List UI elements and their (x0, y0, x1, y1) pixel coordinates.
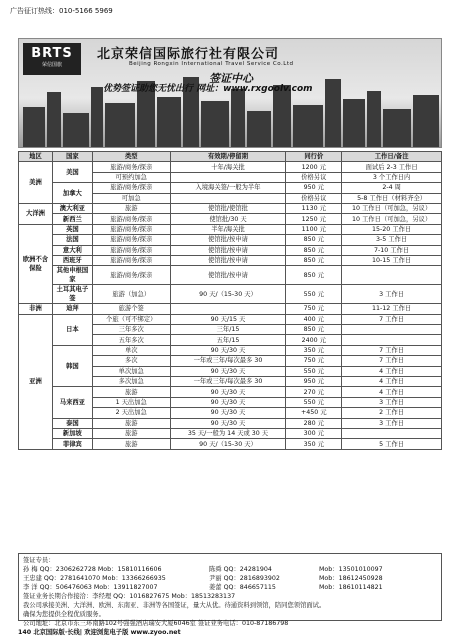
country-cell: 新加坡 (52, 428, 92, 438)
note-cell: 3 工作日 (342, 418, 442, 428)
note-cell: 7 工作日 (342, 356, 442, 366)
type-cell: 旅游 (92, 428, 170, 438)
price-cell: 1200 元 (286, 162, 342, 172)
header-note: 工作日/备注 (342, 152, 442, 162)
note-cell: 3 工作日 (342, 397, 442, 407)
company-address: 公司地址：北京市东三环南路102号强强酒店瑞安大厦6046室 签证业务电话：010-87186798 (23, 620, 289, 627)
note-cell: 5-8 工作日（材料齐全） (342, 193, 442, 203)
type-cell: 三年多次 (92, 325, 170, 335)
valid-cell: 入境海关签/一般为半年 (170, 183, 286, 193)
valid-cell: 90 天/15 天 (170, 314, 286, 324)
note-cell: 3-5 工作日 (342, 235, 442, 245)
table-row (19, 266, 442, 285)
contact-row (23, 565, 437, 574)
company-name-en: Beijing Rongxin International Travel Service Co.Ltd (129, 61, 294, 67)
table-row (19, 428, 442, 438)
table-row (19, 345, 442, 355)
note-cell: 7 工作日 (342, 345, 442, 355)
country-cell: 迪拜 (52, 304, 92, 314)
type-cell: 可预约加急 (92, 172, 170, 182)
valid-cell: 五年/15 (170, 335, 286, 345)
note-cell (342, 266, 442, 285)
price-cell: 950 元 (286, 183, 342, 193)
valid-cell: 90 天/（15-30 天） (170, 285, 286, 304)
valid-cell (170, 304, 286, 314)
price-cell: 2400 元 (286, 335, 342, 345)
price-cell: 850 元 (286, 266, 342, 285)
price-cell: 价格另议 (286, 193, 342, 203)
valid-cell: 使馆批/使馆批 (170, 203, 286, 213)
table-row (19, 245, 442, 255)
valid-cell: 90 天/30 天 (170, 418, 286, 428)
type-cell: 旅游/商务/探亲 (92, 245, 170, 255)
table-row (19, 304, 442, 314)
note-cell: 2 工作日 (342, 408, 442, 418)
valid-cell: 90 天/30 天 (170, 345, 286, 355)
region-cell: 亚洲 (19, 314, 53, 449)
contact-entry: 孙 梅 QQ：2306262728 Mob：15810116606 (23, 566, 162, 573)
valid-cell: 90 天/（15-30 天） (170, 439, 286, 449)
contacts-title: 签证专员： (23, 557, 55, 564)
table-header-row (19, 152, 442, 162)
country-cell: 马来西亚 (52, 387, 92, 418)
country-cell: 韩国 (52, 345, 92, 387)
type-cell: 1 天出加急 (92, 397, 170, 407)
contacts-box (18, 553, 442, 627)
country-cell: 菲律宾 (52, 439, 92, 449)
type-cell: 单次加急 (92, 366, 170, 376)
table-row (19, 162, 442, 172)
region-cell: 非洲 (19, 304, 53, 314)
type-cell: 旅游 (92, 387, 170, 397)
price-cell: 550 元 (286, 285, 342, 304)
contact-entry: Mob：13501010097 (319, 566, 383, 573)
table-row (19, 214, 442, 224)
table-row (19, 285, 442, 304)
country-cell: 澳大利亚 (52, 203, 92, 213)
type-cell: 单次 (92, 345, 170, 355)
note-cell: 面试后 2-3 工作日 (342, 162, 442, 172)
table-row (19, 418, 442, 428)
valid-cell: 使馆批/按申请 (170, 245, 286, 255)
valid-cell: 使馆批/按申请 (170, 255, 286, 265)
valid-cell: 90 天/30 天 (170, 408, 286, 418)
note-cell: 3 个工作日内 (342, 172, 442, 182)
valid-cell: 90 天/30 天 (170, 387, 286, 397)
company-name: 北京荣信国际旅行社有限公司 (97, 47, 280, 62)
logo-mark: BRTS (31, 46, 73, 61)
price-cell: 400 元 (286, 314, 342, 324)
region-cell: 美洲 (19, 162, 53, 204)
contact-entry: Mob：18612450928 (319, 575, 383, 582)
slogan: 优势签证助您无忧出行 网址：www.rxgoolv.com (103, 84, 313, 94)
note-cell: 10 工作日（可加急，另议） (342, 203, 442, 213)
note-cell: 4 工作日 (342, 366, 442, 376)
type-cell: 旅游个签 (92, 304, 170, 314)
contact-entry: 尹丽 QQ：2816893902 (209, 575, 280, 582)
header-region: 地区 (19, 152, 53, 162)
valid-cell: 使馆批/按申请 (170, 266, 286, 285)
company-banner (18, 38, 442, 148)
contact-entry: 姜蕾 QQ：846657115 (209, 584, 276, 591)
note-cell (342, 325, 442, 335)
country-cell: 西班牙 (52, 255, 92, 265)
note-cell: 3 工作日 (342, 285, 442, 304)
valid-cell: 使馆批/30 天 (170, 214, 286, 224)
valid-cell: 使馆批/按申请 (170, 235, 286, 245)
price-cell: 950 元 (286, 377, 342, 387)
contact-entry: 陈舜 QQ：24281904 (209, 566, 272, 573)
country-cell: 日本 (52, 314, 92, 345)
table-row (19, 439, 442, 449)
price-cell: 750 元 (286, 356, 342, 366)
table-row (19, 314, 442, 324)
header-type: 类型 (92, 152, 170, 162)
ad-hotline: 广告征订热线：010-5166 5969 (10, 7, 113, 15)
header-validity: 有效期/停留期 (170, 152, 286, 162)
note-cell (342, 335, 442, 345)
note-cell (342, 428, 442, 438)
valid-cell: 90 天/30 天 (170, 366, 286, 376)
country-cell: 加拿大 (52, 183, 92, 204)
visa-price-table (18, 151, 442, 450)
valid-cell: 90 天/30 天 (170, 397, 286, 407)
type-cell: 旅游/商务/探亲 (92, 183, 170, 193)
type-cell: 旅游/商务/探亲 (92, 224, 170, 234)
type-cell: 个旅（可不绑定） (92, 314, 170, 324)
note-cell: 10-15 工作日 (342, 255, 442, 265)
note-cell: 5 工作日 (342, 439, 442, 449)
type-cell: 旅游/商务/探亲 (92, 235, 170, 245)
table-row (19, 224, 442, 234)
country-cell: 美国 (52, 162, 92, 183)
country-cell: 土耳其电子签 (52, 285, 92, 304)
header-price: 同行价 (286, 152, 342, 162)
price-cell: 350 元 (286, 345, 342, 355)
price-cell: 300 元 (286, 428, 342, 438)
header-country: 国家 (52, 152, 92, 162)
logo-subtext: 荣信国旅 (41, 62, 62, 68)
price-cell: 850 元 (286, 325, 342, 335)
type-cell: 五年多次 (92, 335, 170, 345)
note-cell: 2-4 周 (342, 183, 442, 193)
price-cell: 1130 元 (286, 203, 342, 213)
contact-row (23, 583, 437, 592)
price-cell: 550 元 (286, 397, 342, 407)
note-cell: 7 工作日 (342, 314, 442, 324)
valid-cell: 一年或三年/每次最多 30 (170, 377, 286, 387)
contact-entry: 王忠建 QQ：2781641070 Mob：13366266935 (23, 575, 166, 582)
type-cell: 旅游（加急） (92, 285, 170, 304)
price-cell: 750 元 (286, 304, 342, 314)
manager-contact: 签证业务长期合作接洽：李经理 QQ：1016827675 Mob：18513283137 (23, 593, 236, 600)
note-cell: 4 工作日 (342, 377, 442, 387)
country-cell: 意大利 (52, 245, 92, 255)
price-cell: 1250 元 (286, 214, 342, 224)
price-cell: +450 元 (286, 408, 342, 418)
country-cell: 新西兰 (52, 214, 92, 224)
visa-center-title: 签证中心 (209, 72, 253, 85)
valid-cell (170, 172, 286, 182)
region-cell: 欧洲不含保险 (19, 224, 53, 304)
type-cell: 多次加急 (92, 377, 170, 387)
note-cell: 15-20 工作日 (342, 224, 442, 234)
country-cell: 法国 (52, 235, 92, 245)
type-cell: 旅游/商务/探亲 (92, 255, 170, 265)
page-footer: 140 北京国际版·长线| 欢迎浏览电子版 www.zyoo.net (18, 629, 181, 636)
table-row (19, 235, 442, 245)
valid-cell: 半年/海关批 (170, 224, 286, 234)
price-cell: 1100 元 (286, 224, 342, 234)
company-logo (23, 43, 81, 75)
note-cell: 11-12 工作日 (342, 304, 442, 314)
valid-cell: 35 天/一般为 14 天或 30 天 (170, 428, 286, 438)
contact-entry: Mob：18610114821 (319, 584, 383, 591)
type-cell: 2 天出加急 (92, 408, 170, 418)
country-cell: 泰国 (52, 418, 92, 428)
type-cell: 旅游 (92, 418, 170, 428)
valid-cell: 一年或三年/每次最多 30 (170, 356, 286, 366)
table-row (19, 183, 442, 193)
company-intro-2: 确保为您提供全程优质服务。 (23, 611, 105, 618)
valid-cell: 三年/15 (170, 325, 286, 335)
price-cell: 850 元 (286, 255, 342, 265)
price-cell: 850 元 (286, 245, 342, 255)
region-cell: 大洋洲 (19, 203, 53, 224)
contact-entry: 李 洋 QQ：506476063 Mob：13911827007 (23, 584, 158, 591)
type-cell: 旅游/商务/探亲 (92, 266, 170, 285)
note-cell: 10 工作日（可加急，另议） (342, 214, 442, 224)
valid-cell (170, 193, 286, 203)
table-row (19, 387, 442, 397)
note-cell: 4 工作日 (342, 387, 442, 397)
type-cell: 多次 (92, 356, 170, 366)
type-cell: 旅游 (92, 439, 170, 449)
type-cell: 旅游/商务/探亲 (92, 162, 170, 172)
price-cell: 270 元 (286, 387, 342, 397)
contact-row (23, 574, 437, 583)
type-cell: 旅游 (92, 203, 170, 213)
valid-cell: 十年/海关批 (170, 162, 286, 172)
type-cell: 旅游/商务/探亲 (92, 214, 170, 224)
country-cell: 英国 (52, 224, 92, 234)
price-cell: 850 元 (286, 235, 342, 245)
company-intro: 我公司承接美洲、大洋洲、欧洲、东南亚、非洲等各国签证，量大从优。待通资料到领馆，陪同您领馆面试。 (23, 602, 326, 609)
table-row (19, 255, 442, 265)
price-cell: 价格另议 (286, 172, 342, 182)
type-cell: 可加急 (92, 193, 170, 203)
price-cell: 550 元 (286, 366, 342, 376)
table-row (19, 203, 442, 213)
price-cell: 350 元 (286, 439, 342, 449)
note-cell: 7-10 工作日 (342, 245, 442, 255)
price-cell: 280 元 (286, 418, 342, 428)
country-cell: 其他申根国家 (52, 266, 92, 285)
